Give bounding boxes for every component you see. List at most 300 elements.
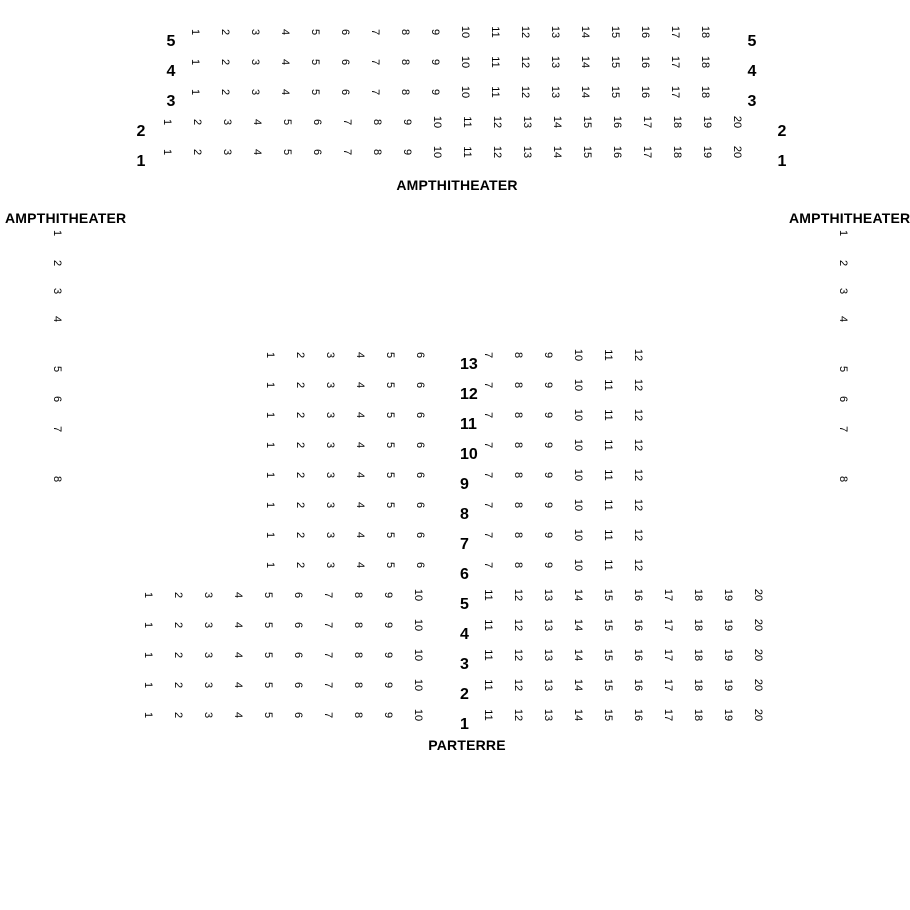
seat-number[interactable]: 3 [249, 88, 262, 96]
seat-number[interactable]: 11 [482, 709, 495, 721]
seat-number[interactable]: 6 [311, 118, 324, 126]
seat-number[interactable]: 3 [221, 118, 234, 126]
seat-number[interactable]: 11 [461, 146, 474, 158]
seat-number[interactable]: 7 [482, 501, 495, 509]
seat-number[interactable]: 15 [609, 55, 622, 69]
seat-number[interactable]: 5 [281, 118, 294, 126]
seat-number[interactable]: 9 [542, 471, 555, 479]
seat-number[interactable]: 8 [512, 441, 525, 449]
seat-number[interactable]: 5 [262, 621, 275, 629]
seat-number[interactable]: 20 [752, 708, 765, 722]
seat-number[interactable]: 20 [752, 618, 765, 632]
side-row-number[interactable]: 5 [837, 365, 850, 373]
seat-number[interactable]: 19 [701, 115, 714, 129]
seat-number[interactable]: 11 [602, 409, 615, 421]
seat-number[interactable]: 3 [249, 28, 262, 36]
seat-number[interactable]: 6 [414, 561, 427, 569]
seat-number[interactable]: 17 [669, 25, 682, 39]
seat-number[interactable]: 16 [632, 588, 645, 602]
seat-number[interactable]: 6 [292, 591, 305, 599]
seat-number[interactable]: 13 [521, 115, 534, 129]
seat-number[interactable]: 10 [412, 588, 425, 602]
seat-number[interactable]: 4 [354, 381, 367, 389]
seat-number[interactable]: 5 [281, 148, 294, 156]
seat-number[interactable]: 18 [671, 115, 684, 129]
seat-number[interactable]: 13 [521, 145, 534, 159]
seat-number[interactable]: 12 [512, 678, 525, 692]
seat-number[interactable]: 15 [609, 85, 622, 99]
seat-number[interactable]: 18 [692, 618, 705, 632]
seat-number[interactable]: 8 [512, 351, 525, 359]
seat-number[interactable]: 5 [262, 681, 275, 689]
seat-number[interactable]: 2 [172, 651, 185, 659]
seat-number[interactable]: 4 [232, 651, 245, 659]
seat-number[interactable]: 12 [519, 25, 532, 39]
seat-number[interactable]: 18 [671, 145, 684, 159]
seat-number[interactable]: 11 [482, 679, 495, 691]
seat-number[interactable]: 1 [264, 441, 277, 449]
seat-number[interactable]: 13 [542, 678, 555, 692]
seat-number[interactable]: 10 [572, 528, 585, 542]
seat-number[interactable]: 11 [602, 349, 615, 361]
seat-number[interactable]: 13 [542, 588, 555, 602]
seat-number[interactable]: 5 [384, 561, 397, 569]
seat-number[interactable]: 15 [581, 115, 594, 129]
seat-number[interactable]: 11 [489, 86, 502, 98]
seat-number[interactable]: 7 [482, 411, 495, 419]
seat-number[interactable]: 19 [722, 708, 735, 722]
seat-number[interactable]: 3 [202, 651, 215, 659]
seat-number[interactable]: 16 [611, 115, 624, 129]
seat-number[interactable]: 19 [722, 618, 735, 632]
seat-number[interactable]: 3 [202, 681, 215, 689]
seat-number[interactable]: 11 [602, 529, 615, 541]
seat-number[interactable]: 19 [701, 145, 714, 159]
seat-number[interactable]: 1 [264, 351, 277, 359]
seat-number[interactable]: 8 [352, 591, 365, 599]
seat-number[interactable]: 4 [232, 681, 245, 689]
seat-number[interactable]: 1 [142, 651, 155, 659]
seat-number[interactable]: 14 [572, 648, 585, 662]
seat-number[interactable]: 1 [142, 681, 155, 689]
seat-number[interactable]: 15 [602, 708, 615, 722]
seat-number[interactable]: 12 [632, 558, 645, 572]
seat-number[interactable]: 14 [572, 708, 585, 722]
seat-number[interactable]: 10 [431, 145, 444, 159]
seat-number[interactable]: 2 [294, 531, 307, 539]
seat-number[interactable]: 12 [632, 348, 645, 362]
seat-number[interactable]: 14 [551, 115, 564, 129]
seat-number[interactable]: 9 [382, 651, 395, 659]
seat-number[interactable]: 13 [542, 648, 555, 662]
seat-number[interactable]: 9 [429, 58, 442, 66]
seat-number[interactable]: 4 [354, 411, 367, 419]
seat-number[interactable]: 7 [322, 711, 335, 719]
seat-number[interactable]: 17 [662, 678, 675, 692]
seat-number[interactable]: 2 [294, 381, 307, 389]
seat-number[interactable]: 6 [339, 88, 352, 96]
seat-number[interactable]: 10 [572, 408, 585, 422]
seat-number[interactable]: 4 [354, 351, 367, 359]
seat-number[interactable]: 7 [322, 621, 335, 629]
seat-number[interactable]: 16 [611, 145, 624, 159]
seat-number[interactable]: 8 [512, 411, 525, 419]
seat-number[interactable]: 8 [512, 561, 525, 569]
seat-number[interactable]: 4 [354, 501, 367, 509]
seat-number[interactable]: 5 [384, 381, 397, 389]
seat-number[interactable]: 17 [662, 588, 675, 602]
seat-number[interactable]: 5 [309, 28, 322, 36]
seat-number[interactable]: 4 [279, 88, 292, 96]
seat-number[interactable]: 14 [572, 618, 585, 632]
seat-number[interactable]: 11 [602, 379, 615, 391]
seat-number[interactable]: 19 [722, 588, 735, 602]
seat-number[interactable]: 5 [384, 411, 397, 419]
seat-number[interactable]: 14 [579, 85, 592, 99]
seat-number[interactable]: 2 [191, 118, 204, 126]
seat-number[interactable]: 8 [352, 681, 365, 689]
seat-number[interactable]: 17 [662, 618, 675, 632]
side-row-number[interactable]: 8 [837, 475, 850, 483]
seat-number[interactable]: 10 [412, 648, 425, 662]
side-row-number[interactable]: 5 [51, 365, 64, 373]
seat-number[interactable]: 5 [262, 591, 275, 599]
seat-number[interactable]: 16 [639, 55, 652, 69]
seat-number[interactable]: 7 [341, 118, 354, 126]
seat-number[interactable]: 5 [384, 531, 397, 539]
seat-number[interactable]: 2 [172, 711, 185, 719]
seat-number[interactable]: 7 [322, 681, 335, 689]
seat-number[interactable]: 2 [172, 621, 185, 629]
seat-number[interactable]: 1 [264, 471, 277, 479]
seat-number[interactable]: 9 [401, 118, 414, 126]
seat-number[interactable]: 5 [384, 351, 397, 359]
seat-number[interactable]: 9 [401, 148, 414, 156]
seat-number[interactable]: 16 [632, 708, 645, 722]
seat-number[interactable]: 6 [339, 28, 352, 36]
seat-number[interactable]: 8 [399, 28, 412, 36]
seat-number[interactable]: 16 [639, 25, 652, 39]
seat-number[interactable]: 7 [482, 471, 495, 479]
side-row-number[interactable]: 7 [837, 425, 850, 433]
seat-number[interactable]: 6 [339, 58, 352, 66]
seat-number[interactable]: 3 [324, 531, 337, 539]
seat-number[interactable]: 15 [609, 25, 622, 39]
seat-number[interactable]: 1 [264, 531, 277, 539]
seat-number[interactable]: 8 [371, 148, 384, 156]
seat-number[interactable]: 17 [641, 145, 654, 159]
seat-number[interactable]: 18 [699, 55, 712, 69]
seat-number[interactable]: 2 [219, 58, 232, 66]
seat-number[interactable]: 1 [142, 591, 155, 599]
seat-number[interactable]: 10 [431, 115, 444, 129]
seat-number[interactable]: 18 [699, 25, 712, 39]
side-row-number[interactable]: 6 [51, 395, 64, 403]
side-row-number[interactable]: 1 [837, 229, 850, 237]
seat-number[interactable]: 14 [572, 588, 585, 602]
seat-number[interactable]: 11 [482, 589, 495, 601]
seat-number[interactable]: 11 [602, 439, 615, 451]
seat-number[interactable]: 8 [512, 381, 525, 389]
seat-number[interactable]: 7 [369, 58, 382, 66]
seat-number[interactable]: 6 [414, 441, 427, 449]
seat-number[interactable]: 6 [292, 681, 305, 689]
seat-number[interactable]: 2 [294, 351, 307, 359]
seat-number[interactable]: 6 [292, 711, 305, 719]
seat-number[interactable]: 5 [309, 88, 322, 96]
seat-number[interactable]: 17 [641, 115, 654, 129]
seat-number[interactable]: 9 [542, 441, 555, 449]
seat-number[interactable]: 6 [292, 621, 305, 629]
seat-number[interactable]: 20 [752, 588, 765, 602]
seat-number[interactable]: 2 [172, 681, 185, 689]
seat-number[interactable]: 4 [354, 471, 367, 479]
seat-number[interactable]: 11 [602, 499, 615, 511]
side-row-number[interactable]: 3 [51, 287, 64, 295]
seat-number[interactable]: 3 [202, 591, 215, 599]
seat-number[interactable]: 16 [632, 678, 645, 692]
seat-number[interactable]: 16 [632, 618, 645, 632]
seat-number[interactable]: 2 [294, 561, 307, 569]
seat-number[interactable]: 1 [264, 561, 277, 569]
seat-number[interactable]: 10 [412, 708, 425, 722]
seat-number[interactable]: 6 [311, 148, 324, 156]
seat-number[interactable]: 1 [264, 501, 277, 509]
seat-number[interactable]: 10 [459, 25, 472, 39]
seat-number[interactable]: 12 [632, 438, 645, 452]
seat-number[interactable]: 7 [482, 351, 495, 359]
seat-number[interactable]: 2 [191, 148, 204, 156]
seat-number[interactable]: 4 [279, 28, 292, 36]
seat-number[interactable]: 12 [519, 55, 532, 69]
seat-number[interactable]: 9 [382, 711, 395, 719]
seat-number[interactable]: 16 [639, 85, 652, 99]
seat-number[interactable]: 9 [542, 381, 555, 389]
seat-number[interactable]: 4 [279, 58, 292, 66]
seat-number[interactable]: 1 [189, 28, 202, 36]
seat-number[interactable]: 12 [632, 408, 645, 422]
seat-number[interactable]: 9 [542, 411, 555, 419]
side-row-number[interactable]: 4 [51, 315, 64, 323]
seat-number[interactable]: 5 [262, 711, 275, 719]
seat-number[interactable]: 15 [602, 678, 615, 692]
seat-number[interactable]: 11 [602, 559, 615, 571]
seat-number[interactable]: 15 [602, 588, 615, 602]
seat-number[interactable]: 18 [692, 648, 705, 662]
seat-number[interactable]: 1 [189, 58, 202, 66]
seat-number[interactable]: 9 [542, 351, 555, 359]
seat-number[interactable]: 19 [722, 678, 735, 692]
seat-number[interactable]: 11 [489, 26, 502, 38]
seat-number[interactable]: 9 [429, 88, 442, 96]
seat-number[interactable]: 2 [294, 471, 307, 479]
seat-number[interactable]: 7 [482, 381, 495, 389]
seat-number[interactable]: 3 [249, 58, 262, 66]
seat-number[interactable]: 20 [752, 648, 765, 662]
seat-number[interactable]: 7 [482, 561, 495, 569]
seat-number[interactable]: 14 [551, 145, 564, 159]
side-row-number[interactable]: 7 [51, 425, 64, 433]
seat-number[interactable]: 3 [202, 621, 215, 629]
seat-number[interactable]: 4 [232, 621, 245, 629]
seat-number[interactable]: 10 [572, 468, 585, 482]
seat-number[interactable]: 12 [512, 618, 525, 632]
seat-number[interactable]: 8 [399, 88, 412, 96]
seat-number[interactable]: 11 [489, 56, 502, 68]
seat-number[interactable]: 5 [384, 441, 397, 449]
seat-number[interactable]: 4 [251, 118, 264, 126]
seat-number[interactable]: 3 [324, 381, 337, 389]
seat-number[interactable]: 8 [352, 711, 365, 719]
seat-number[interactable]: 12 [512, 648, 525, 662]
seat-number[interactable]: 17 [669, 85, 682, 99]
seat-number[interactable]: 12 [632, 468, 645, 482]
seat-number[interactable]: 1 [161, 118, 174, 126]
seat-number[interactable]: 8 [352, 621, 365, 629]
seat-number[interactable]: 4 [251, 148, 264, 156]
seat-number[interactable]: 6 [414, 381, 427, 389]
seat-number[interactable]: 1 [189, 88, 202, 96]
seat-number[interactable]: 8 [512, 471, 525, 479]
seat-number[interactable]: 10 [572, 558, 585, 572]
seat-number[interactable]: 10 [459, 55, 472, 69]
seat-number[interactable]: 12 [632, 528, 645, 542]
seat-number[interactable]: 8 [352, 651, 365, 659]
seat-number[interactable]: 5 [262, 651, 275, 659]
seat-number[interactable]: 9 [382, 591, 395, 599]
seat-number[interactable]: 12 [491, 115, 504, 129]
seat-number[interactable]: 7 [482, 441, 495, 449]
seat-number[interactable]: 17 [669, 55, 682, 69]
seat-number[interactable]: 12 [519, 85, 532, 99]
seat-number[interactable]: 6 [414, 531, 427, 539]
seat-number[interactable]: 8 [512, 531, 525, 539]
seat-number[interactable]: 7 [369, 88, 382, 96]
seat-number[interactable]: 6 [292, 651, 305, 659]
seat-number[interactable]: 1 [142, 621, 155, 629]
seat-number[interactable]: 4 [354, 561, 367, 569]
seat-number[interactable]: 11 [602, 469, 615, 481]
seat-number[interactable]: 3 [324, 501, 337, 509]
seat-number[interactable]: 11 [482, 649, 495, 661]
seat-number[interactable]: 20 [752, 678, 765, 692]
seat-number[interactable]: 10 [572, 498, 585, 512]
side-row-number[interactable]: 3 [837, 287, 850, 295]
seat-number[interactable]: 14 [572, 678, 585, 692]
seat-number[interactable]: 4 [354, 531, 367, 539]
seat-number[interactable]: 10 [572, 378, 585, 392]
seat-number[interactable]: 11 [461, 116, 474, 128]
seat-number[interactable]: 6 [414, 501, 427, 509]
seat-number[interactable]: 13 [542, 708, 555, 722]
seat-number[interactable]: 10 [412, 678, 425, 692]
seat-number[interactable]: 18 [692, 678, 705, 692]
seat-number[interactable]: 2 [219, 28, 232, 36]
seat-number[interactable]: 13 [549, 85, 562, 99]
side-row-number[interactable]: 2 [51, 259, 64, 267]
seat-number[interactable]: 11 [482, 619, 495, 631]
seat-number[interactable]: 4 [354, 441, 367, 449]
seat-number[interactable]: 4 [232, 591, 245, 599]
seat-number[interactable]: 3 [324, 561, 337, 569]
seat-number[interactable]: 13 [549, 25, 562, 39]
seat-number[interactable]: 7 [369, 28, 382, 36]
seat-number[interactable]: 7 [322, 591, 335, 599]
seat-number[interactable]: 20 [731, 145, 744, 159]
seat-number[interactable]: 15 [581, 145, 594, 159]
seat-number[interactable]: 5 [309, 58, 322, 66]
seat-number[interactable]: 2 [294, 441, 307, 449]
side-row-number[interactable]: 2 [837, 259, 850, 267]
seat-number[interactable]: 12 [512, 708, 525, 722]
seat-number[interactable]: 8 [371, 118, 384, 126]
seat-number[interactable]: 10 [572, 348, 585, 362]
seat-number[interactable]: 10 [572, 438, 585, 452]
seat-number[interactable]: 18 [692, 588, 705, 602]
seat-number[interactable]: 3 [202, 711, 215, 719]
seat-number[interactable]: 2 [294, 411, 307, 419]
side-row-number[interactable]: 4 [837, 315, 850, 323]
seat-number[interactable]: 19 [722, 648, 735, 662]
seat-number[interactable]: 20 [731, 115, 744, 129]
seat-number[interactable]: 13 [549, 55, 562, 69]
seat-number[interactable]: 10 [459, 85, 472, 99]
seat-number[interactable]: 12 [512, 588, 525, 602]
seat-number[interactable]: 3 [324, 351, 337, 359]
seat-number[interactable]: 8 [399, 58, 412, 66]
seat-number[interactable]: 1 [161, 148, 174, 156]
seat-number[interactable]: 14 [579, 55, 592, 69]
seat-number[interactable]: 9 [542, 531, 555, 539]
seat-number[interactable]: 12 [491, 145, 504, 159]
seat-number[interactable]: 12 [632, 498, 645, 512]
seat-number[interactable]: 14 [579, 25, 592, 39]
seat-number[interactable]: 9 [542, 561, 555, 569]
seat-number[interactable]: 13 [542, 618, 555, 632]
seat-number[interactable]: 16 [632, 648, 645, 662]
seat-number[interactable]: 2 [172, 591, 185, 599]
side-row-number[interactable]: 1 [51, 229, 64, 237]
seat-number[interactable]: 9 [429, 28, 442, 36]
seat-number[interactable]: 9 [382, 621, 395, 629]
seat-number[interactable]: 18 [699, 85, 712, 99]
seat-number[interactable]: 2 [219, 88, 232, 96]
seat-number[interactable]: 1 [264, 381, 277, 389]
seat-number[interactable]: 7 [341, 148, 354, 156]
side-row-number[interactable]: 6 [837, 395, 850, 403]
seat-number[interactable]: 3 [221, 148, 234, 156]
seat-number[interactable]: 12 [632, 378, 645, 392]
seat-number[interactable]: 7 [482, 531, 495, 539]
seat-number[interactable]: 1 [264, 411, 277, 419]
seat-number[interactable]: 1 [142, 711, 155, 719]
side-row-number[interactable]: 8 [51, 475, 64, 483]
seat-number[interactable]: 7 [322, 651, 335, 659]
seat-number[interactable]: 3 [324, 441, 337, 449]
seat-number[interactable]: 15 [602, 648, 615, 662]
seat-number[interactable]: 15 [602, 618, 615, 632]
seat-number[interactable]: 17 [662, 648, 675, 662]
seat-number[interactable]: 6 [414, 351, 427, 359]
seat-number[interactable]: 3 [324, 411, 337, 419]
seat-number[interactable]: 17 [662, 708, 675, 722]
seat-number[interactable]: 10 [412, 618, 425, 632]
seat-number[interactable]: 9 [542, 501, 555, 509]
seat-number[interactable]: 4 [232, 711, 245, 719]
seat-number[interactable]: 2 [294, 501, 307, 509]
seat-number[interactable]: 18 [692, 708, 705, 722]
seat-number[interactable]: 3 [324, 471, 337, 479]
